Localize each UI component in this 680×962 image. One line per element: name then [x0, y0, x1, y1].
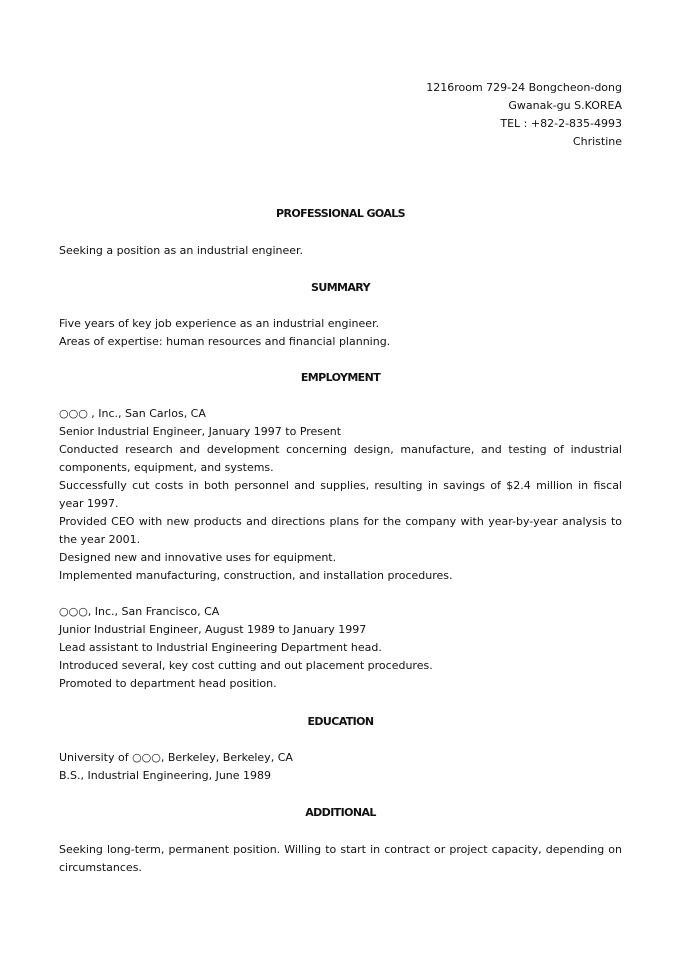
- job-title: Senior Industrial Engineer, January 1997 to Present: [59, 425, 342, 438]
- contact-name: Christine: [572, 135, 622, 148]
- employment-heading: EMPLOYMENT: [300, 371, 381, 384]
- additional-heading: ADDITIONAL: [305, 806, 376, 819]
- job-company: ○○○ , Inc., San Carlos, CA: [59, 407, 206, 420]
- job-duty: Promoted to department head position.: [59, 677, 277, 690]
- phone-line: TEL : +82-2-835-4993: [500, 117, 622, 130]
- job-duty: Successfully cut costs in both personnel and supplies, resulting in savings of $2.4 million in fiscal year 1997.: [59, 479, 622, 510]
- professional-goals-section: [59, 205, 622, 260]
- professional-goals-text: Seeking a position as an industrial engineer.: [59, 244, 304, 257]
- additional-text: Seeking long-term, permanent position. Willing to start in contract or project capacity, depending on circumstances.: [59, 843, 622, 874]
- job-title: Junior Industrial Engineer, August 1989 to January 1997: [59, 623, 367, 636]
- address-line-2: Gwanak-gu S.KOREA: [508, 99, 622, 112]
- summary-text: [59, 315, 622, 351]
- additional-section: [59, 804, 622, 877]
- education-section: [59, 713, 622, 785]
- job-duty: Conducted research and development concerning design, manufacture, and testing of industrial components, equipment, and systems.: [59, 443, 622, 474]
- summary-heading: SUMMARY: [311, 281, 370, 294]
- summary-line: Five years of key job experience as an industrial engineer.: [59, 317, 380, 330]
- job-duty: Lead assistant to Industrial Engineering Department head.: [59, 641, 382, 654]
- job-duty: Introduced several, key cost cutting and out placement procedures.: [59, 659, 433, 672]
- summary-section: [59, 279, 622, 351]
- employment-job-1: [59, 405, 622, 585]
- education-text: [59, 749, 622, 785]
- job-duty: Provided CEO with new products and directions plans for the company with year-by-year analysis to the year 2001.: [59, 515, 622, 546]
- job-company: ○○○, Inc., San Francisco, CA: [59, 605, 220, 618]
- education-heading: EDUCATION: [307, 715, 374, 728]
- job-duty: Implemented manufacturing, construction, and installation procedures.: [59, 569, 453, 582]
- employment-section: [59, 369, 622, 693]
- education-line: University of ○○○, Berkeley, Berkeley, CA: [59, 751, 293, 764]
- address-line-1: 1216room 729-24 Bongcheon-dong: [426, 81, 622, 94]
- professional-goals-heading: PROFESSIONAL GOALS: [276, 207, 405, 220]
- employment-job-2: [59, 603, 622, 693]
- summary-line: Areas of expertise: human resources and financial planning.: [59, 335, 391, 348]
- education-line: B.S., Industrial Engineering, June 1989: [59, 769, 272, 782]
- job-duty: Designed new and innovative uses for equipment.: [59, 551, 337, 564]
- contact-address-block: [426, 79, 622, 151]
